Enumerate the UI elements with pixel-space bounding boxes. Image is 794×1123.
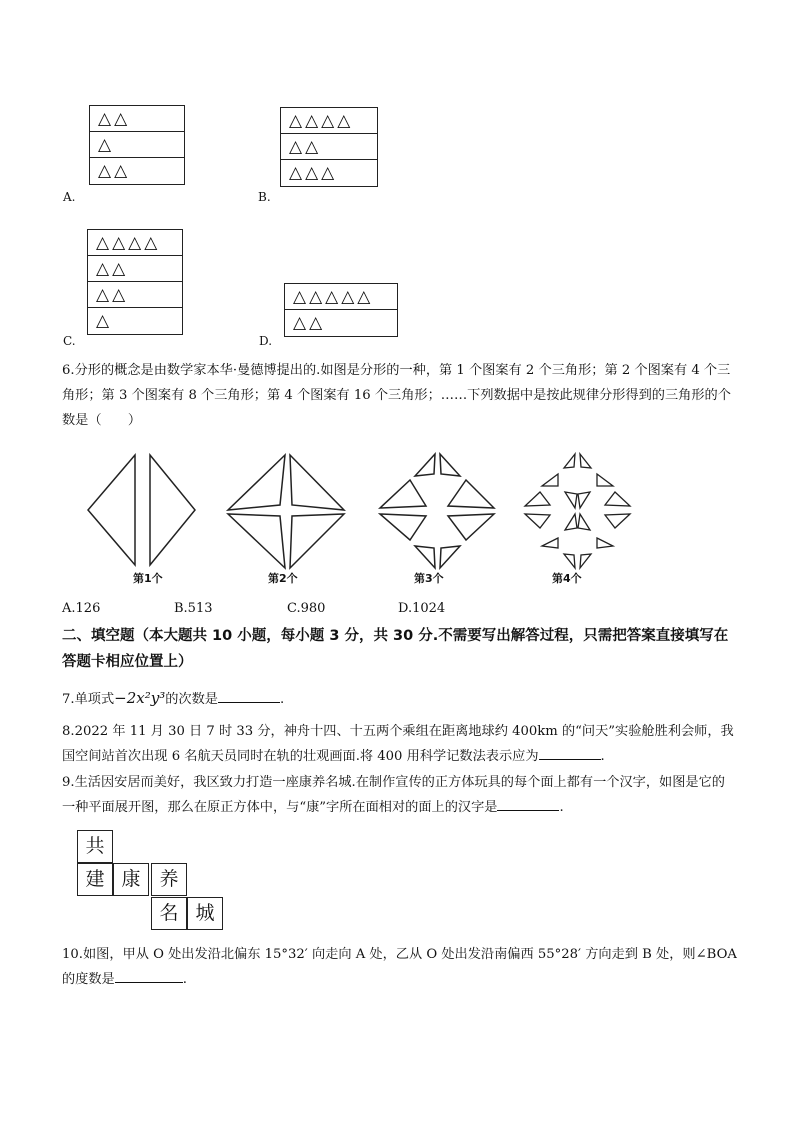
question-9-end: . [559, 800, 564, 815]
net-cell-yang: 养 [151, 863, 187, 896]
fractal-figure-4 [525, 454, 630, 568]
choice-d: D.1024 [398, 601, 446, 616]
question-9 [62, 770, 737, 820]
option-a-label: A. [63, 190, 76, 204]
option-c-figure [87, 229, 183, 335]
option-d-label: D. [259, 334, 273, 348]
section-2-heading: 二、填空题（本大题共 10 小题，每小题 3 分，共 30 分.不需要写出解答过程，只需把答案直接填写在答题卡相应位置上） [62, 628, 729, 670]
question-6-text: 6.分形的概念是由数学家本华·曼德博提出的.如图是分形的一种，第 1 个图案有 2 个三角形；第 2 个图案有 4 个三角形；第 3 个图案有 8 个三角形；第 4 个图案有 16 个三角形；……下列数据中是按此规律分形得到的三角形的个数是（ ） [62, 363, 731, 428]
option-c-row-2: △△ [88, 256, 182, 282]
option-c-row-1: △△△△ [88, 230, 182, 256]
option-d-row-1: △△△△△ [285, 284, 397, 310]
answer-blank-10[interactable] [115, 968, 183, 983]
option-b-row-2: △△ [281, 134, 377, 160]
question-10-end: . [182, 972, 187, 987]
question-7 [62, 686, 737, 712]
option-b-row-1: △△△△ [281, 108, 377, 134]
fractal-figure-1 [88, 455, 195, 565]
net-cell-kang: 康 [113, 863, 149, 896]
option-c-label: C. [63, 334, 76, 348]
question-7-end: . [279, 692, 285, 707]
choice-b: B.513 [174, 601, 213, 616]
question-7-suffix: 的次数是 [165, 692, 218, 707]
question-7-expression: −2x²y³ [114, 689, 166, 707]
answer-blank-7[interactable] [218, 688, 280, 703]
fractal-figure-3 [380, 454, 494, 568]
net-cell-cheng: 城 [187, 897, 223, 930]
answer-blank-8[interactable] [539, 745, 601, 760]
fractal-figures [80, 450, 640, 590]
option-c-row-4: △ [96, 311, 113, 331]
fractal-caption-1: 第1个 [133, 572, 163, 585]
question-6-choices [62, 601, 445, 616]
option-a-row-3: △△ [98, 161, 131, 181]
answer-blank-9[interactable] [497, 796, 559, 811]
option-b-row-3: △△△ [289, 163, 338, 183]
question-9-text: 9.生活因安居而美好，我区致力打造一座康养名城.在制作宣传的正方体玩具的每个面上都有一个汉字，如图是它的一种平面展开图，那么在原正方体中，与“康”字所在面相对的面上的汉字是 [62, 775, 725, 815]
question-10-text: 10.如图，甲从 O 处出发沿北偏东 15°32′ 向走向 A 处，乙从 O 处出发沿南偏西 55°28′ 方向走到 B 处，则∠BOA 的度数是 [62, 947, 737, 987]
question-8-text: 8.2022 年 11 月 30 日 7 时 33 分，神舟十四、十五两个乘组在距离地球约 400km 的“问天”实验舱胜利会师，我国空间站首次出现 6 名航天员同时在轨的壮观画面.将 400 用科学记数法表示应为 [62, 724, 734, 764]
question-10 [62, 942, 737, 992]
choice-a: A.126 [62, 601, 101, 616]
question-8-end: . [600, 749, 605, 764]
option-c-row-3: △△ [88, 282, 182, 308]
option-d-figure [284, 283, 398, 337]
fractal-caption-2: 第2个 [268, 572, 298, 585]
fractal-caption-3: 第3个 [414, 572, 444, 585]
net-cell-jian: 建 [77, 863, 113, 896]
net-cell-gong: 共 [77, 830, 113, 863]
fractal-figure-2 [228, 455, 344, 568]
option-b-figure [280, 107, 378, 187]
question-8 [62, 719, 737, 769]
question-7-prefix: 7.单项式 [62, 692, 115, 707]
fractal-caption-4: 第4个 [552, 572, 582, 585]
choice-c: C.980 [287, 601, 326, 616]
option-a-figure [89, 105, 185, 185]
option-a-row-2: △ [90, 132, 184, 158]
net-cell-ming: 名 [151, 897, 187, 930]
option-a-row-1: △△ [90, 106, 184, 132]
option-b-label: B. [258, 190, 271, 204]
option-d-row-2: △△ [293, 313, 326, 333]
